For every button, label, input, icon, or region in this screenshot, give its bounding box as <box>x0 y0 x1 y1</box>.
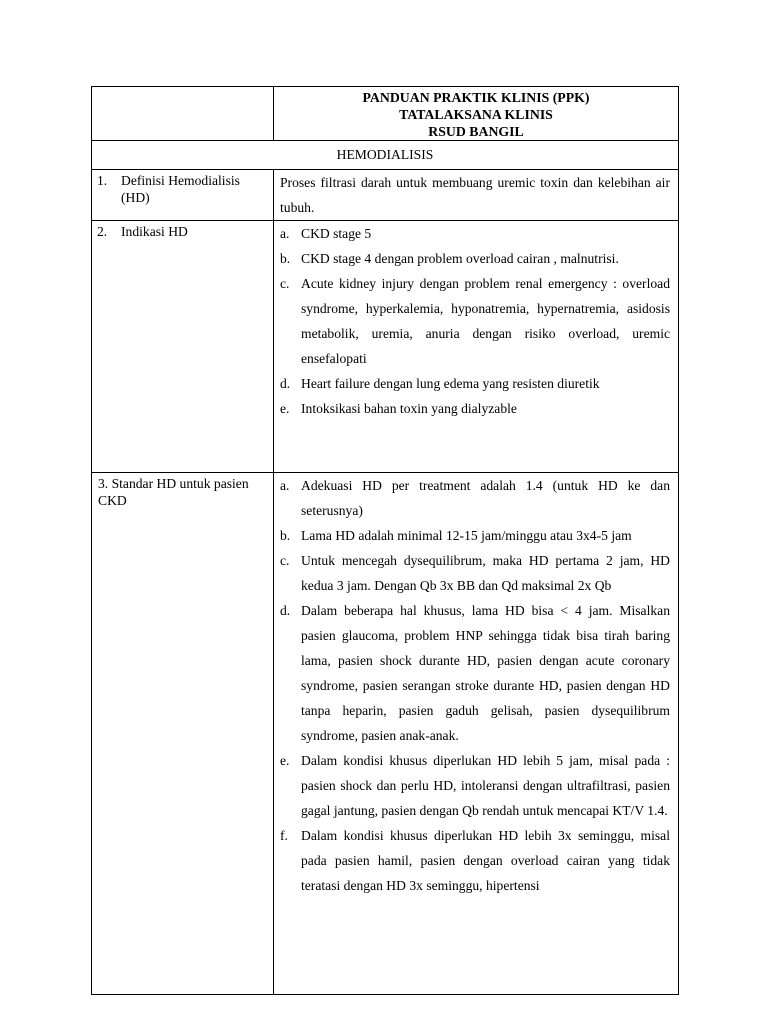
list-item-text: Adekuasi HD per treatment adalah 1.4 (untuk HD ke dan seterusnya) <box>301 478 670 518</box>
list-item-text: Intoksikasi bahan toxin yang dialyzable <box>301 401 517 416</box>
list-item-text: Untuk mencegah dysequilibrum, maka HD pertama 2 jam, HD kedua 3 jam. Dengan Qb 3x BB dan Qd maksimal 2x Qb <box>301 553 670 593</box>
ppk-table <box>91 86 679 995</box>
list-marker: c. <box>280 553 290 568</box>
list-item <box>280 396 670 421</box>
list-item-text: Acute kidney injury dengan problem renal emergency : overload syndrome, hyperkalemia, hyponatremia, hypernatremia, asidosis metabolik, uremia, anuria dengan risiko overload, uremic ensefalopati <box>301 276 670 366</box>
list-item <box>280 598 670 748</box>
row-label: Definisi Hemodialisis (HD) <box>121 173 240 205</box>
row-indikasi-content-cell <box>274 221 679 473</box>
list-marker: b. <box>280 528 291 543</box>
list-item <box>280 221 670 246</box>
list-item <box>280 823 670 898</box>
list-item-text: Dalam kondisi khusus diperlukan HD lebih 3x seminggu, misal pada pasien hamil, pasien dengan overload cairan yang tidak teratasi dengan HD 3x seminggu, hipertensi <box>301 828 670 893</box>
section-row <box>92 141 679 170</box>
title-line-2: TATALAKSANA KLINIS <box>399 107 553 122</box>
row-definisi-content-cell <box>274 170 679 221</box>
list-item <box>280 473 670 523</box>
list-item <box>280 523 670 548</box>
list-marker: a. <box>280 478 290 493</box>
row-number: 2. <box>97 224 108 239</box>
row-label: 3. Standar HD untuk pasien CKD <box>98 476 249 508</box>
row-standar-label-cell <box>92 473 274 995</box>
definition-text: Proses filtrasi darah untuk membuang uremic toxin dan kelebihan air tubuh. <box>280 175 670 215</box>
list-item <box>280 748 670 823</box>
list-item-text: CKD stage 4 dengan problem overload cairan , malnutrisi. <box>301 251 619 266</box>
list-marker: e. <box>280 401 290 416</box>
list-marker: e. <box>280 753 290 768</box>
row-standar <box>92 473 679 995</box>
list-item <box>280 548 670 598</box>
list-item-text: Dalam beberapa hal khusus, lama HD bisa < 4 jam. Misalkan pasien glaucoma, problem HNP sehingga tidak bisa tirah baring lama, pasien shock durante HD, pasien dengan acute coronary syndrome, pasien serangan stroke durante HD, pasien dengan HD tanpa heparin, pasien gaduh gelisah, pasien dysequilibrum syndrome, pasien anak-anak. <box>301 603 670 743</box>
list-item-text: Dalam kondisi khusus diperlukan HD lebih 5 jam, misal pada : pasien shock dan perlu HD, intoleransi dengan ultrafiltrasi, pasien gagal jantung, pasien dengan Qb rendah untuk mencapai KT/V 1.4. <box>301 753 670 818</box>
list-item-text: Lama HD adalah minimal 12-15 jam/minggu atau 3x4-5 jam <box>301 528 632 543</box>
title-line-1: PANDUAN PRAKTIK KLINIS (PPK) <box>362 90 590 105</box>
list-marker: d. <box>280 376 291 391</box>
header-empty-cell <box>92 87 274 141</box>
row-label: Indikasi HD <box>121 224 188 239</box>
header-row <box>92 87 679 141</box>
list-item <box>280 246 670 271</box>
list-marker: d. <box>280 603 291 618</box>
list-marker: a. <box>280 226 290 241</box>
list-item-text: Heart failure dengan lung edema yang resisten diuretik <box>301 376 600 391</box>
row-definisi <box>92 170 679 221</box>
row-indikasi <box>92 221 679 473</box>
list-item <box>280 371 670 396</box>
standar-list <box>280 473 670 898</box>
list-marker: b. <box>280 251 291 266</box>
list-item <box>280 271 670 371</box>
row-number: 1. <box>97 173 108 188</box>
list-marker: f. <box>280 828 288 843</box>
row-indikasi-label-cell <box>92 221 274 473</box>
list-item-text: CKD stage 5 <box>301 226 372 241</box>
section-title: HEMODIALISIS <box>92 141 679 170</box>
document-title <box>274 87 679 141</box>
list-marker: c. <box>280 276 290 291</box>
row-standar-content-cell <box>274 473 679 995</box>
indikasi-list <box>280 221 670 421</box>
row-definisi-label-cell <box>92 170 274 221</box>
title-line-3: RSUD BANGIL <box>428 124 524 139</box>
